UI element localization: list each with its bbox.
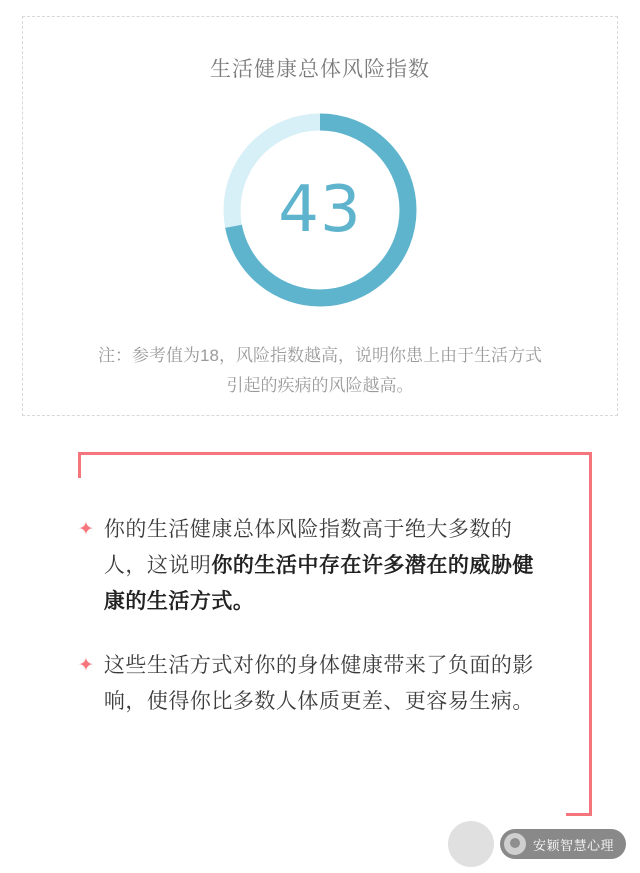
- risk-card-title: 生活健康总体风险指数: [210, 58, 430, 81]
- account-badge[interactable]: [500, 829, 626, 859]
- sparkle-icon: ✦: [78, 519, 94, 540]
- risk-index-card: [22, 16, 618, 416]
- account-name: 安颖智慧心理: [532, 837, 614, 853]
- advice-item-text: [104, 648, 536, 720]
- advice-text-normal: 你的生活健康总体风险指数高于绝大多数的人，这说明: [103, 518, 513, 577]
- risk-note: [67, 341, 573, 401]
- risk-score-value: 43: [278, 173, 362, 247]
- advice-item: [78, 648, 536, 720]
- account-avatar-icon: [504, 833, 526, 855]
- advice-item-text: [104, 512, 536, 620]
- advice-card: [52, 478, 566, 842]
- advice-block: [52, 452, 592, 842]
- advice-text-normal: 这些生活方式对你的身体健康带来了负面的影响，使得你比多数人体质更差、更容易生病。: [103, 654, 534, 713]
- risk-note-line-1: 注：参考值为18，风险指数越高，说明你患上由于生活方式: [98, 346, 542, 365]
- risk-gauge: [215, 105, 425, 315]
- advice-text-emphasis: 你的生活中存在许多潜在的威胁健康的生活方式。: [103, 554, 534, 613]
- watermark-circle: [448, 821, 494, 867]
- risk-note-line-2: 引起的疾病的风险越高。: [226, 376, 414, 395]
- advice-item: [78, 512, 536, 620]
- sparkle-icon: ✦: [78, 655, 94, 676]
